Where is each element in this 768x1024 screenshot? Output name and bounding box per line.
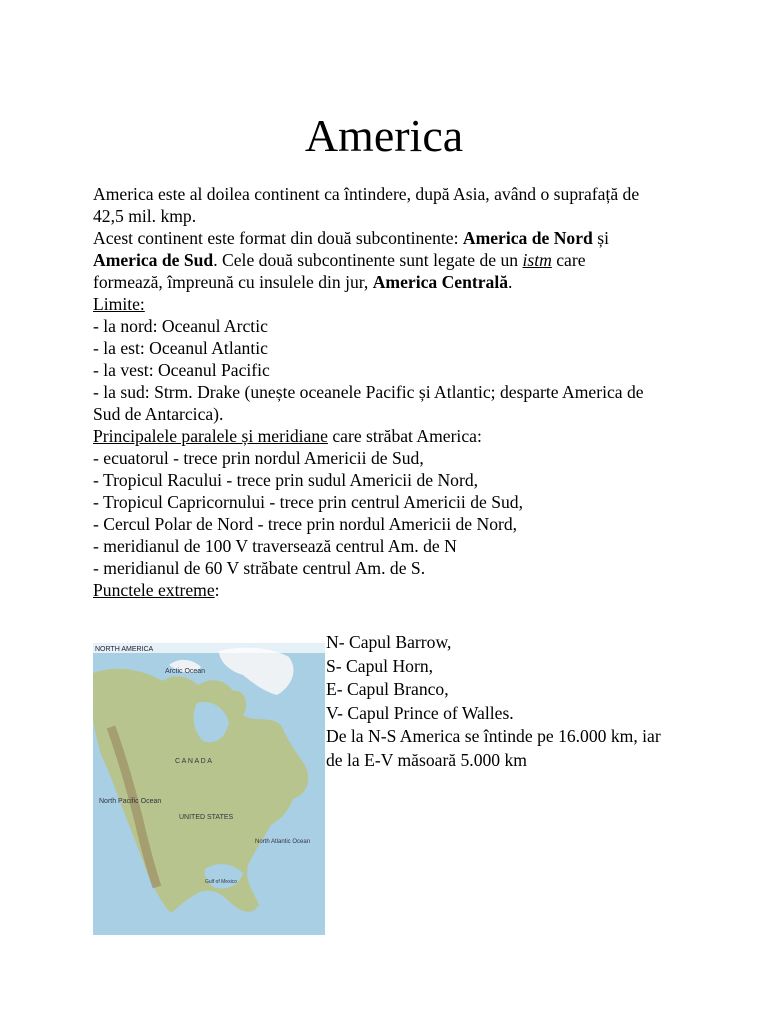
map-label-united-states: UNITED STATES — [179, 814, 234, 821]
extreme-points-list — [326, 631, 666, 772]
extreme-point-east: E- Capul Branco, — [326, 679, 449, 699]
intro-text: Acest continent este format din două subcontinente: — [93, 228, 463, 248]
parallels-item: - meridianul de 100 V traversează centrul Am. de N — [93, 536, 457, 556]
intro-text: care formează, împreună cu insulele din jur, — [93, 250, 586, 292]
parallels-item: - meridianul de 60 V străbate centrul Am. de S. — [93, 558, 426, 578]
limits-item-east: - la est: Oceanul Atlantic — [93, 338, 268, 358]
north-america-map — [93, 643, 325, 935]
parallels-item: - ecuatorul - trece prin nordul Americii de Sud, — [93, 448, 424, 468]
extreme-point-south: S- Capul Horn, — [326, 655, 434, 676]
intro-paragraph-1: America este al doilea continent ca întindere, după Asia, având o suprafață de 42,5 mil. kmp. — [93, 184, 640, 226]
extremes-heading: Punctele extreme — [93, 580, 215, 600]
document-body — [93, 183, 653, 601]
parallels-heading-rest: care străbat America: — [327, 426, 482, 446]
parallels-heading-line — [93, 425, 653, 447]
limits-item-west: - la vest: Oceanul Pacific — [93, 360, 270, 380]
map-label-north-pacific: North Pacific Ocean — [99, 798, 162, 805]
intro-text: . Cele două subcontinente sunt legate de un — [213, 250, 523, 270]
page-title: America — [304, 110, 464, 161]
map-header-label: NORTH AMERICA — [95, 646, 154, 653]
map-label-north-atlantic: North Atlantic Ocean — [255, 839, 311, 845]
link-istm[interactable]: istm — [522, 250, 552, 270]
intro-text: . — [508, 272, 513, 292]
limits-item-north: - la nord: Oceanul Arctic — [93, 316, 268, 336]
intro-text: și — [592, 228, 609, 248]
extreme-point-north: N- Capul Barrow, — [326, 632, 452, 652]
bold-term-south-america: America de Sud — [93, 250, 214, 270]
extent-text: De la N-S America se întinde pe 16.000 km, iar de la E-V măsoară 5.000 km — [326, 726, 661, 770]
parallels-item: - Cercul Polar de Nord - trece prin nordul Americii de Nord, — [93, 514, 518, 534]
map-label-canada: C A N A D A — [175, 758, 212, 765]
map-label-arctic-ocean: Arctic Ocean — [165, 668, 206, 675]
parallels-item: - Tropicul Capricornului - trece prin centrul Americii de Sud, — [93, 492, 523, 512]
extreme-point-west: V- Capul Prince of Walles. — [326, 702, 514, 723]
bold-term-north-america: America de Nord — [462, 228, 593, 248]
extremes-heading-line — [93, 579, 653, 601]
parallels-item: - Tropicul Racului - trece prin sudul Americii de Nord, — [93, 470, 479, 490]
extremes-colon: : — [214, 580, 220, 600]
limits-heading: Limite: — [93, 294, 145, 314]
intro-paragraph-2 — [93, 227, 653, 293]
limits-item-south: - la sud: Strm. Drake (unește oceanele Pacific și Atlantic; desparte America de Sud de Antarcica). — [93, 382, 644, 424]
map-label-gulf: Gulf of Mexico — [205, 879, 237, 885]
bold-term-central-america: America Centrală — [372, 272, 509, 292]
parallels-heading: Principalele paralele și meridiane — [93, 426, 328, 446]
